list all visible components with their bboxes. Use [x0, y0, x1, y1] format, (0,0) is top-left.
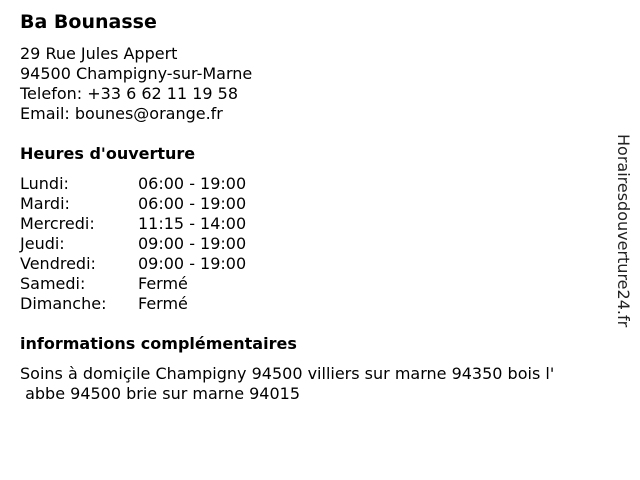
day-label: Vendredi:: [20, 254, 96, 273]
phone-number: Telefon: +33 6 62 11 19 58: [20, 84, 239, 103]
day-label: Mercredi:: [20, 214, 95, 233]
business-name: Ba Bounasse: [20, 11, 157, 33]
email-address: Email: bounes@orange.fr: [20, 104, 223, 123]
day-label: Samedi:: [20, 274, 86, 293]
info-line: Soins à domiçile Champigny 94500 villiers sur marne 94350 bois l': [20, 364, 555, 383]
time-range: 06:00 - 19:00: [138, 194, 247, 213]
watermark: [610, 134, 638, 474]
day-label: Jeudi:: [20, 234, 65, 253]
address-block: [20, 44, 252, 124]
day-label: Lundi:: [20, 174, 69, 193]
time-range: 09:00 - 19:00: [138, 234, 247, 253]
time-range: 09:00 - 19:00: [138, 254, 247, 273]
time-range: Fermé: [138, 274, 188, 293]
city-postcode: 94500 Champigny-sur-Marne: [20, 64, 253, 83]
day-label: Mardi:: [20, 194, 70, 213]
additional-info-text: [20, 364, 620, 404]
street-address: 29 Rue Jules Appert: [20, 44, 178, 63]
day-label: Dimanche:: [20, 294, 107, 313]
info-line: abbe 94500 brie sur marne 94015: [20, 384, 301, 403]
time-range: 06:00 - 19:00: [138, 174, 247, 193]
time-range: Fermé: [138, 294, 188, 313]
additional-info-heading: informations complémentaires: [20, 334, 297, 353]
opening-hours-heading: Heures d'ouverture: [20, 144, 196, 163]
time-range: 11:15 - 14:00: [138, 214, 247, 233]
watermark-text: Horairesdouverture24.fr: [614, 134, 633, 328]
